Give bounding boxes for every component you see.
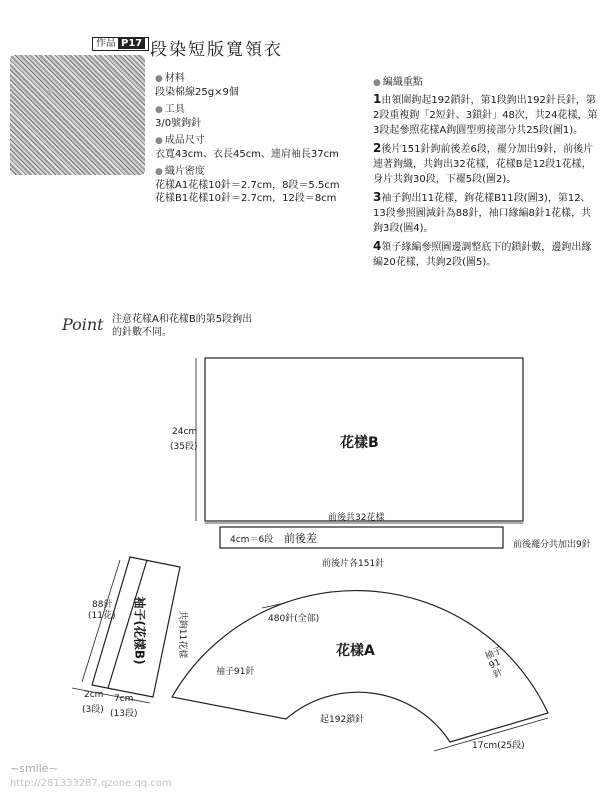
body-bottom-label: 前後共32花樣 (328, 513, 385, 523)
cuff-rows-label: (3段) (82, 705, 104, 715)
gauge-a: 花樣A1花樣10針＝2.7cm，8段＝5.5cm (155, 180, 340, 191)
yoke-top-label: 前後片各151針 (322, 559, 385, 569)
tag-label: 作品 (96, 38, 116, 49)
steps-heading: ● 編織重點 (373, 75, 598, 91)
size-value: 衣寬43cm、衣長45cm、連肩袖長37cm (155, 149, 339, 160)
point-line-1: 注意花樣A和花樣B的第5段鉤出 (112, 314, 253, 325)
watermark-name: ~smile~ (10, 762, 58, 775)
sleeve-width-label: 7cm (114, 694, 134, 704)
tool-heading: ● 工具 (155, 103, 340, 117)
point-word: Point (62, 315, 104, 334)
material-heading: ● 材料 (155, 72, 340, 86)
yoke-480-label: 480針(全部) (268, 614, 320, 624)
tag-id: P17 (118, 38, 145, 49)
step-item: 2後片151針鉤前後差6段，襬分加出9針，前後片連著鉤織，共鉤出32花樣，花樣B是12段1花樣，身片共鉤30段，下襬5段(圖2)。 (373, 141, 594, 185)
yoke-pattern-label: 花樣A (336, 643, 375, 659)
sleeve-11-label: 共鉤11花樣 (177, 610, 188, 659)
body-rows-label: (35段) (170, 442, 198, 452)
watermark-url: http://281333287.qzone.qq.com (10, 778, 172, 789)
neck-chain-label: 起192鎖針 (320, 715, 365, 725)
cuff-width-label: 2cm (84, 690, 104, 700)
sleeve-91-left-label: 袖子91針 (216, 667, 255, 677)
sleeve-88-label: 88針 (92, 600, 113, 610)
sleeve-length-dim (82, 560, 120, 682)
material-value: 段染棉線25g×9個 (155, 87, 239, 98)
sleeve-88-sub-label: (11花) (88, 611, 116, 621)
point-line-2: 的針數不同。 (112, 327, 172, 338)
step-item: 1由領圍鉤起192鎖針，第1段鉤出192針長針，第2段重複鉤「2短針、3鎖針」48次，共24花樣，第3段起參照花樣A鉤圓型剪接部分共25段(圖1)。 (373, 92, 598, 136)
size-heading: ● 成品尺寸 (155, 134, 340, 148)
sleeve-91-right-label: 袖子 91 針 (483, 645, 505, 681)
diff-center-label: 前後差 (284, 532, 317, 545)
gauge-heading: ● 織片密度 (155, 165, 340, 179)
tool-value: 3/0號鉤針 (155, 118, 202, 129)
yoke-depth-label: 17cm(25段) (472, 741, 525, 751)
sleeve-pattern-label: 袖子(花樣B) (132, 596, 147, 665)
gauge-b: 花樣B1花樣10針＝2.7cm，12段＝8cm (155, 193, 337, 204)
diff-left-label: 4cm＝6段 (230, 535, 274, 545)
step-item: 4領子緣編參照圖邊調整底下的鎖針數，邊鉤出緣編20花樣，共鉤2段(圖5)。 (373, 239, 592, 268)
pattern-title: 段染短版寬領衣 (150, 40, 283, 60)
body-height-label: 24cm (172, 427, 198, 437)
diff-right-label: 前後襬分共加出9針 (513, 540, 591, 550)
step-item: 3袖子鉤出11花樣，鉤花樣B11段(圖3)，第12、13段參照圖減針為88針，袖口緣編8針1花樣，共鉤3段(圖4)。 (373, 190, 592, 234)
body-pattern-label: 花樣B (340, 435, 379, 451)
sleeve-rows-label: (13段) (110, 709, 138, 719)
